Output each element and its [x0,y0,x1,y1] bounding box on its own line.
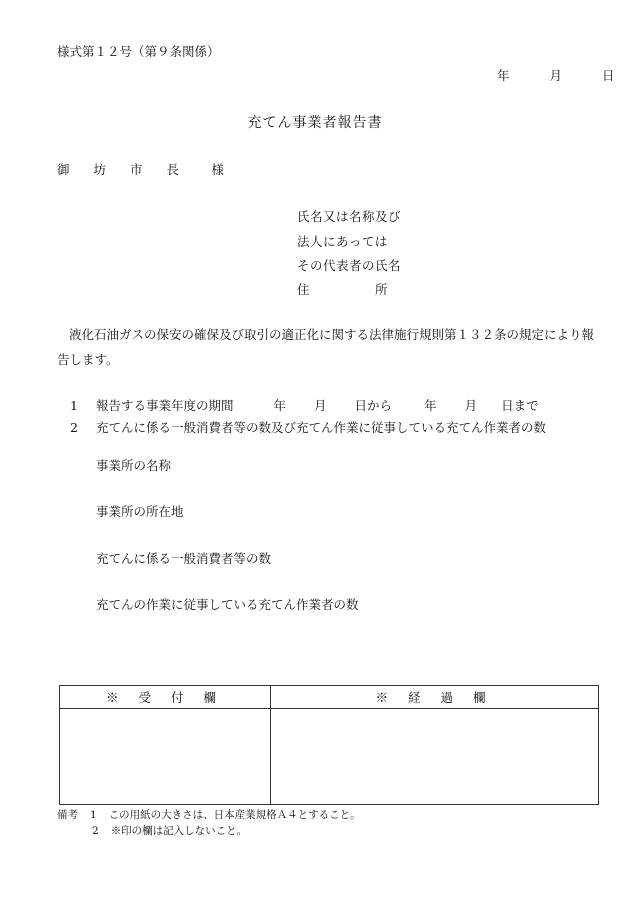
worker-count-label: 充てんの作業に従事している充てん作業者の数 [96,597,359,612]
addressee: 御 坊 市 長 様 [57,162,234,177]
reception-table [59,685,599,805]
applicant-name-label-1: 氏名又は名称及び [297,209,402,224]
note-1-number: 1 [90,809,97,821]
item-1-number: 1 [70,398,78,413]
report-body-text: 液化石油ガスの保安の確保及び取引の適正化に関する法律施行規則第１３２条の規定により報告します。 [57,327,595,367]
period-from-day: 日から [354,398,393,413]
reception-cell[interactable] [60,709,271,805]
progress-column-header: ※ 経 過 欄 [271,686,599,709]
item-1 [70,396,539,414]
item-2-number: 2 [70,420,78,435]
notes-label: 備考 [57,809,78,821]
date-year: 年 [497,68,510,83]
consumer-count-label: 充てんに係る一般消費者等の数 [96,551,272,566]
office-name-label: 事業所の名称 [96,458,172,473]
date-day: 日 [601,68,615,83]
applicant-address-label: 住 所 [297,282,389,297]
applicant-name-label-2: 法人にあっては [297,234,388,249]
period-to-day: 日まで [501,398,539,413]
period-from-year: 年 [273,398,287,413]
period-to-month: 月 [464,398,478,413]
applicant-name-label-3: その代表者の氏名 [297,258,402,273]
item-1-label: 報告する事業年度の期間 [96,398,234,413]
reception-column-header: ※ 受 付 欄 [60,686,271,709]
form-number: 様式第１２号（第９条関係） [57,44,220,59]
note-1 [57,807,361,822]
note-2-number: 2 [92,825,99,837]
document-title: 充てん事業者報告書 [247,115,383,131]
progress-cell[interactable] [271,709,599,805]
date-line [497,66,614,84]
note-2 [57,823,247,838]
item-2-label: 充てんに係る一般消費者等の数及び充てん作業に従事している充てん作業者の数 [96,420,547,435]
item-2 [70,418,546,436]
note-2-text: ※印の欄は記入しないこと。 [110,825,248,837]
office-location-label: 事業所の所在地 [96,504,184,519]
note-1-text: この用紙の大きさは、日本産業規格Ａ４とすること。 [108,809,361,821]
period-to-year: 年 [424,398,437,413]
period-from-month: 月 [314,398,327,413]
date-month: 月 [549,68,562,83]
